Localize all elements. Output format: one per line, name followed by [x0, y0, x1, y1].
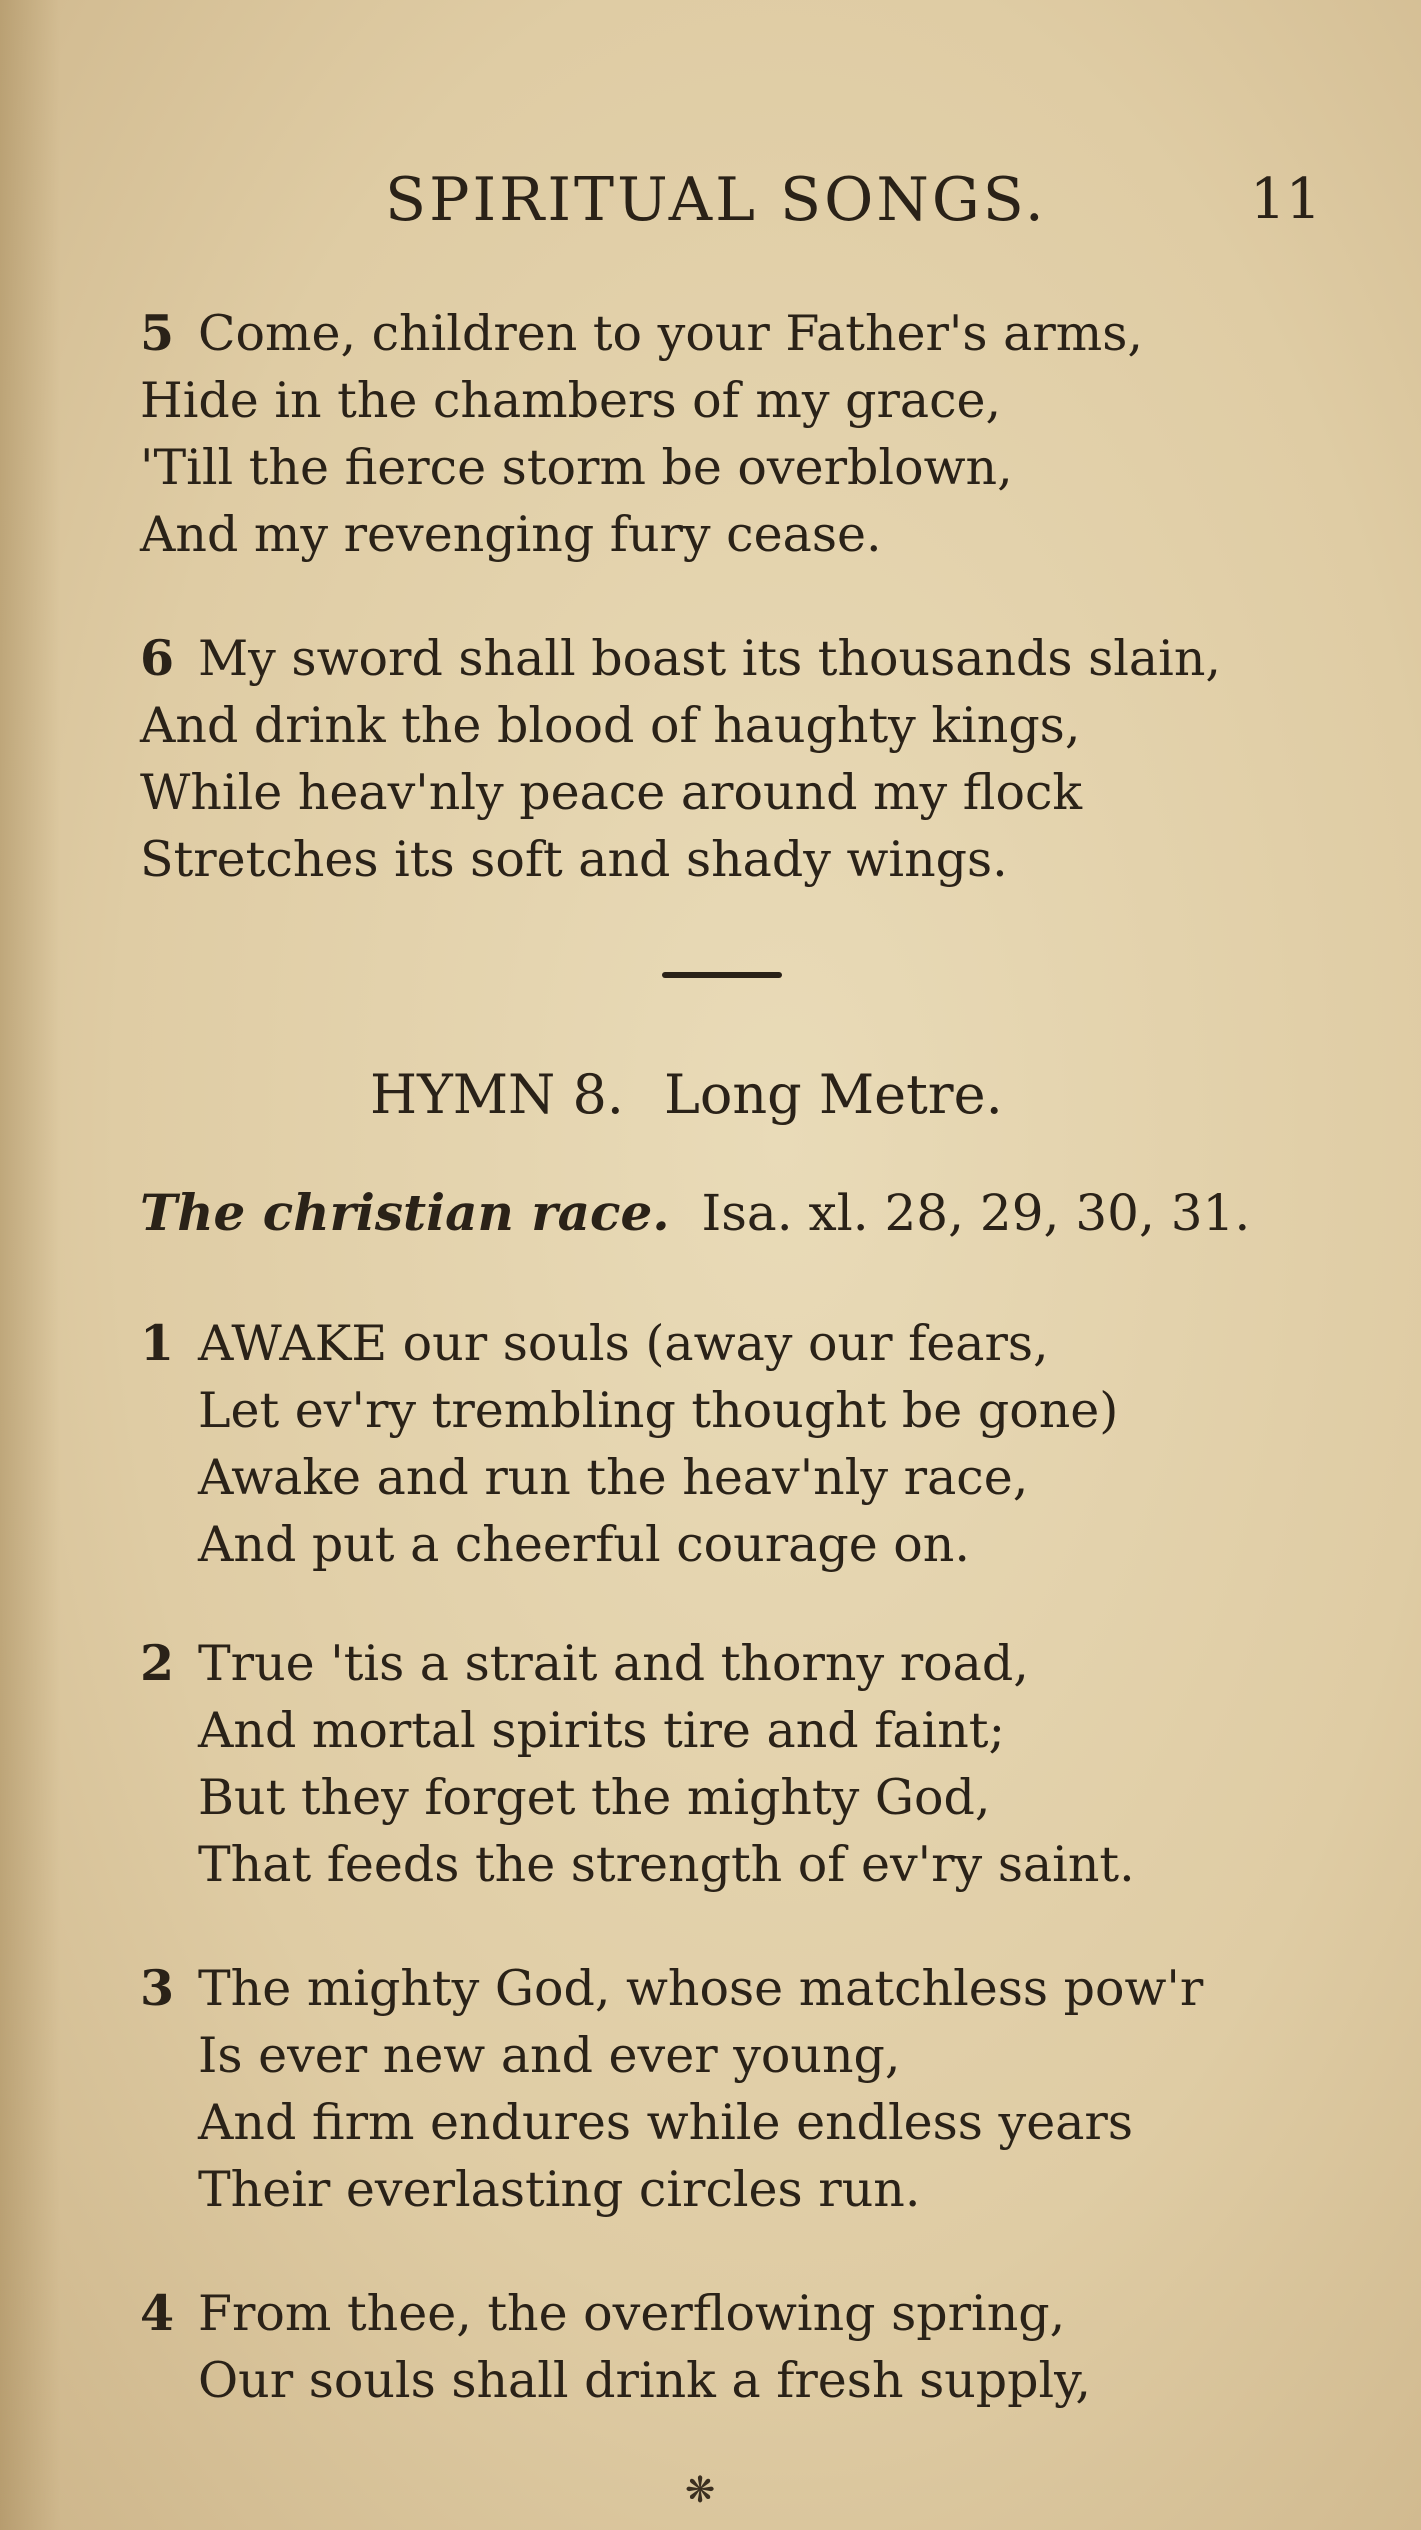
stanza-number: 4 [140, 2284, 175, 2342]
verse-line: Come, children to your Father's arms, [198, 305, 1143, 362]
stanza-line [140, 2156, 1390, 2223]
scripture-reference: Isa. xl. 28, 29, 30, 31. [701, 1184, 1251, 1242]
verse-line: Our souls shall drink a fresh supply, [198, 2352, 1091, 2409]
stanza-number: 6 [140, 629, 175, 687]
stanza-line [140, 1764, 1390, 1831]
verse-line: True 'tis a strait and thorny road, [198, 1635, 1029, 1692]
stanza-line [140, 2347, 1390, 2414]
verse-line: That feeds the strength of ev'ry saint. [198, 1836, 1135, 1893]
hymn-stanza-1 [140, 1310, 1390, 1578]
stanza-line [140, 1511, 1390, 1578]
verse-line: But they forget the mighty God, [198, 1769, 991, 1826]
verse-line: AWAKE our souls (away our fears, [198, 1315, 1049, 1372]
verse-line: Is ever new and ever young, [198, 2027, 901, 2084]
stanza-line [140, 1377, 1390, 1444]
stanza-line [140, 367, 1390, 434]
stanza-5 [140, 300, 1390, 568]
verse-line: Let ev'ry trembling thought be gone) [198, 1382, 1119, 1439]
stanza-number: 3 [140, 1959, 175, 2017]
stanza-line [140, 1630, 1390, 1697]
stanza-line [140, 1831, 1390, 1898]
verse-line: Awake and run the heav'nly race, [198, 1449, 1029, 1506]
verse-line: Hide in the chambers of my grace, [140, 372, 1002, 429]
section-divider [662, 972, 782, 978]
page-edge-shadow [0, 0, 60, 2530]
stanza-line [140, 2280, 1390, 2347]
verse-line: And mortal spirits tire and faint; [198, 1702, 1005, 1759]
stanza-line [140, 501, 1390, 568]
stanza-line [140, 300, 1390, 367]
stanza-line [140, 692, 1390, 759]
verse-line: And my revenging fury cease. [140, 506, 882, 563]
verse-line: The mighty God, whose matchless pow'r [198, 1960, 1204, 2017]
stanza-line [140, 434, 1390, 501]
running-title: SPIRITUAL SONGS. [385, 165, 1047, 235]
hymn-stanza-3 [140, 1955, 1390, 2223]
verse-line: 'Till the fierce storm be overblown, [140, 439, 1013, 496]
verse-line: While heav'nly peace around my flock [140, 764, 1083, 821]
verse-line: Their everlasting circles run. [198, 2161, 921, 2218]
page-number: 11 [1250, 167, 1322, 232]
stanza-number: 5 [140, 304, 175, 362]
stanza-line [140, 2089, 1390, 2156]
stanza-line [140, 1444, 1390, 1511]
stanza-number: 2 [140, 1634, 175, 1692]
verse-line: And drink the blood of haughty kings, [140, 697, 1081, 754]
verse-line: From thee, the overflowing spring, [198, 2285, 1066, 2342]
stanza-line [140, 759, 1390, 826]
hymn-subtitle [140, 1180, 1250, 1246]
hymn-heading [370, 1060, 1003, 1130]
stanza-line [140, 625, 1390, 692]
stanza-line [140, 826, 1390, 893]
stanza-line [140, 1955, 1390, 2022]
running-head [0, 160, 1421, 240]
hymn-stanza-2 [140, 1630, 1390, 1898]
verse-line: And put a cheerful courage on. [198, 1516, 970, 1573]
hymn-theme: The christian race. [140, 1183, 670, 1242]
verse-line: My sword shall boast its thousands slain, [198, 630, 1221, 687]
stanza-line [140, 1697, 1390, 1764]
verse-line: Stretches its soft and shady wings. [140, 831, 1008, 888]
stanza-line [140, 2022, 1390, 2089]
hymn-stanza-4 [140, 2280, 1390, 2414]
stanza-6 [140, 625, 1390, 893]
verse-line: And firm endures while endless years [198, 2094, 1133, 2151]
hymn-number: HYMN 8. [370, 1063, 624, 1126]
ornament-icon: ❋ [685, 2470, 716, 2511]
stanza-number: 1 [140, 1314, 175, 1372]
stanza-line [140, 1310, 1390, 1377]
hymn-metre: Long Metre. [663, 1063, 1003, 1126]
